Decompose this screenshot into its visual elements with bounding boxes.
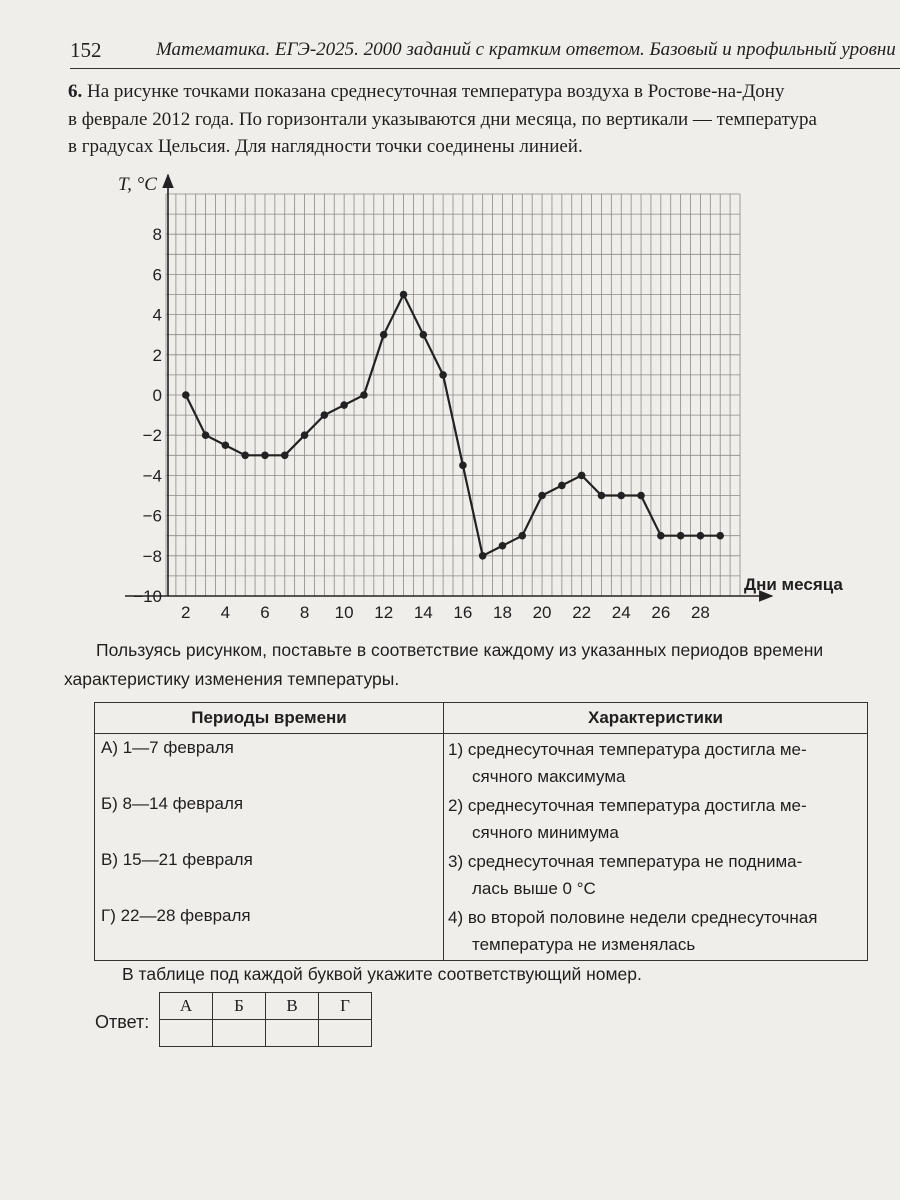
temperature-point (697, 532, 705, 540)
x-tick-label: 6 (260, 603, 270, 622)
temperature-point (459, 462, 467, 470)
x-tick-label: 24 (611, 603, 631, 622)
temperature-point (637, 492, 645, 500)
temperature-point (420, 331, 428, 339)
temperature-point (261, 452, 269, 460)
temperature-point (499, 542, 507, 550)
temperature-point (518, 532, 526, 540)
y-tick-label: −6 (142, 506, 162, 526)
chart-tick-labels (133, 225, 710, 622)
temperature-point (578, 472, 586, 480)
characteristic-4 (448, 904, 867, 960)
x-axis-label: Дни месяца (744, 575, 843, 594)
temperature-point (558, 482, 566, 490)
x-tick-label: 28 (690, 603, 710, 622)
answer-input-v[interactable] (266, 1020, 319, 1047)
x-tick-label: 10 (334, 603, 354, 622)
temperature-point (182, 391, 190, 399)
instruction-text (64, 636, 900, 694)
characteristic-3-line-1: 3) среднесуточная температура не поднима- (448, 852, 803, 871)
x-tick-label: 8 (299, 603, 310, 622)
answer-table (159, 992, 372, 1047)
page-number: 152 (70, 38, 102, 62)
x-tick-label: 22 (572, 603, 592, 622)
answer-input-g[interactable] (319, 1020, 372, 1047)
x-tick-label: 26 (651, 603, 671, 622)
characteristic-3-line-2: лась выше 0 °С (472, 879, 596, 898)
temperature-point (321, 411, 329, 419)
temperature-point (479, 552, 487, 560)
problem-line-2: в феврале 2012 года. По горизонтали указываются дни месяца, по вертикали — температура (68, 108, 817, 130)
y-tick-label: 8 (152, 225, 162, 245)
temperature-point (598, 492, 606, 500)
temperature-point (657, 532, 665, 540)
temperature-point (202, 431, 210, 439)
characteristic-1 (448, 736, 867, 792)
temperature-point (340, 401, 348, 409)
answer-input-b[interactable] (213, 1020, 266, 1047)
problem-line-3: в градусах Цельсия. Для наглядности точки соединены линией. (68, 136, 583, 157)
period-v: В) 15—21 февраля (101, 850, 253, 869)
temperature-point (281, 452, 289, 460)
answer-label: Ответ: (95, 1012, 150, 1032)
instruction-line-1: Пользуясь рисунком, поставьте в соответствие каждому из указанных периодов времени (96, 640, 824, 660)
temperature-point (241, 452, 249, 460)
temperature-point (677, 532, 685, 540)
y-tick-label: −4 (142, 466, 162, 486)
x-tick-label: 2 (181, 603, 191, 622)
period-b: Б) 8—14 февраля (101, 794, 244, 813)
characteristics-header: Характеристики (444, 703, 868, 734)
x-tick-label: 16 (453, 603, 473, 622)
x-tick-label: 18 (493, 603, 512, 622)
y-tick-label: 0 (152, 386, 162, 405)
y-tick-label: −2 (142, 426, 162, 446)
temperature-point (380, 331, 388, 339)
x-tick-label: 14 (413, 603, 433, 622)
chart-axes (125, 175, 772, 596)
y-tick-label: 6 (152, 265, 162, 285)
periods-column (95, 734, 444, 961)
x-tick-label: 4 (220, 603, 231, 622)
instruction-line-2: характеристику изменения температуры. (64, 669, 400, 689)
temperature-point (538, 492, 546, 500)
answer-letter-g: Г (319, 993, 372, 1020)
period-g: Г) 22—28 февраля (101, 906, 251, 925)
characteristic-4-line-2: температура не изменялась (472, 935, 696, 954)
problem-line-1: На рисунке точками показана среднесуточная температура воздуха в Ростове-на-Дону (87, 81, 785, 102)
y-axis-label: T, °C (118, 174, 157, 195)
characteristic-2 (448, 792, 867, 848)
temperature-point (439, 371, 447, 379)
answer-input-a[interactable] (160, 1020, 213, 1047)
temperature-point (400, 291, 408, 299)
answer-letter-a: А (160, 993, 213, 1020)
temperature-point (716, 532, 724, 540)
x-tick-label: 20 (532, 603, 552, 622)
answer-instruction: В таблице под каждой буквой укажите соответствующий номер. (122, 964, 642, 984)
period-a: А) 1—7 февраля (101, 738, 234, 757)
y-tick-label: −10 (133, 587, 162, 606)
characteristic-3 (448, 848, 867, 904)
periods-header: Периоды времени (95, 703, 444, 734)
answer-letter-v: В (266, 993, 319, 1020)
characteristic-1-line-1: 1) среднесуточная температура достигла ме- (448, 740, 807, 759)
temperature-point (301, 431, 309, 439)
matching-table (94, 702, 868, 961)
temperature-point (222, 441, 230, 449)
y-tick-label: 4 (152, 305, 162, 325)
problem-number: 6. (68, 81, 83, 102)
answer-letter-b: Б (213, 993, 266, 1020)
chart-grid (166, 194, 740, 596)
y-tick-label: −8 (142, 546, 162, 566)
running-title: Математика. ЕГЭ-2025. 2000 заданий с кратким ответом. Базовый и профильный уровни (156, 39, 896, 60)
temperature-point (617, 492, 625, 500)
characteristic-2-line-2: сячного минимума (472, 823, 619, 842)
y-tick-label: 2 (152, 345, 162, 365)
characteristic-1-line-2: сячного максимума (472, 767, 626, 786)
x-tick-label: 12 (374, 603, 394, 622)
characteristic-4-line-1: 4) во второй половине недели среднесуточная (448, 908, 818, 927)
temperature-point (360, 391, 368, 399)
characteristic-2-line-1: 2) среднесуточная температура достигла ме- (448, 796, 807, 815)
characteristics-column (444, 734, 868, 961)
